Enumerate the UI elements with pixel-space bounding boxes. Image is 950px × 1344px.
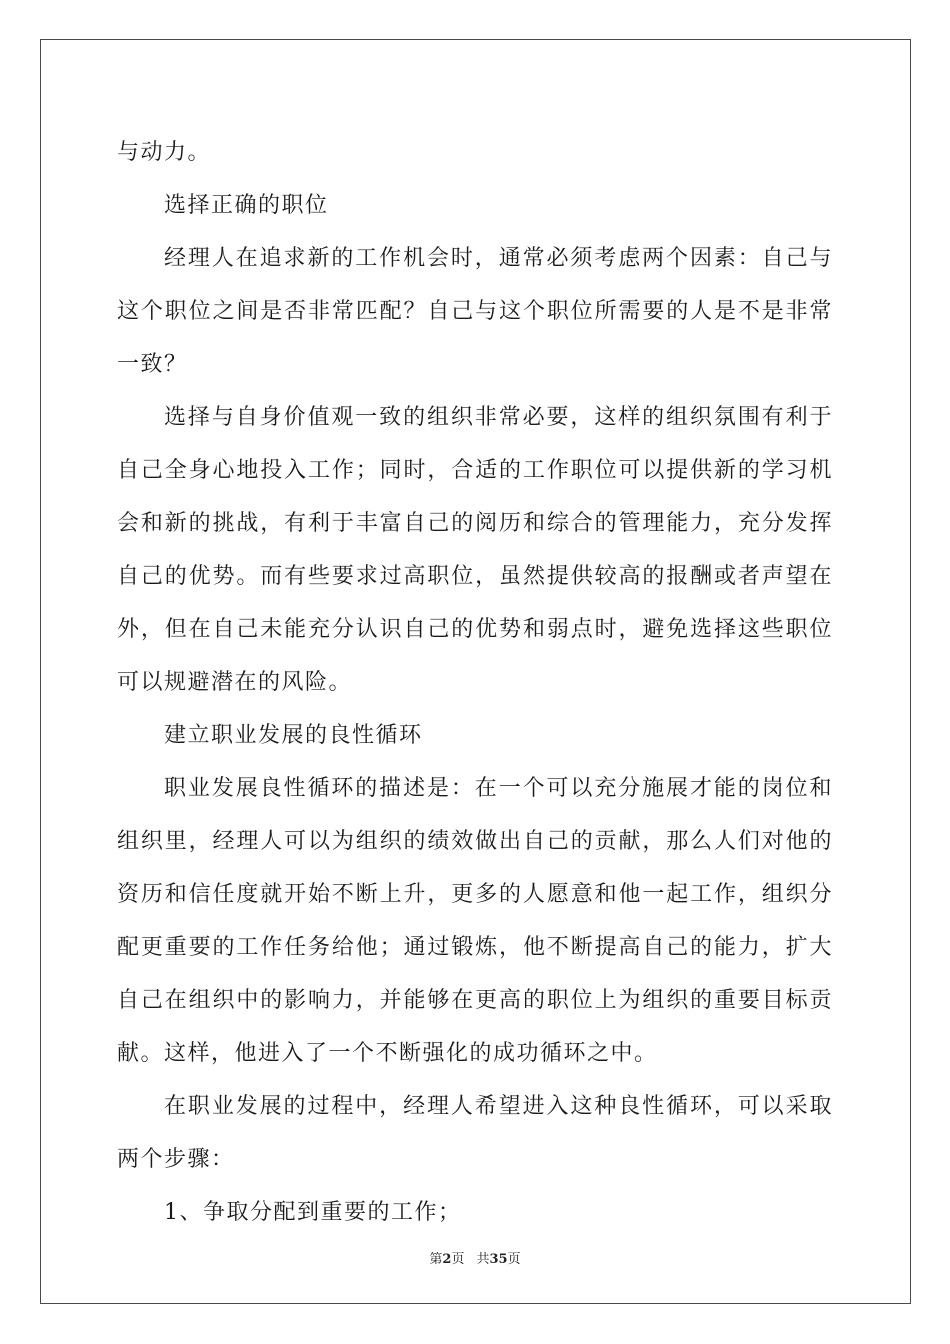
total-suffix: 页 — [507, 1252, 521, 1267]
paragraph: 在职业发展的过程中，经理人希望进入这种良性循环，可以采取两个步骤： — [117, 1094, 833, 1172]
paragraph: 职业发展良性循环的描述是：在一个可以充分施展才能的岗位和组织里，经理人可以为组织的绩效做出自己的贡献，那么人们对他的资历和信任度就开始不断上升，更多的人愿意和他一起工作，组织分配更重要的工作任务给他；通过锻炼，他不断提高自己的能力，扩大自己在组织中的影响力，并能够在更高的职位上为组织的重要目标贡献。这样，他进入了一个不断强化的成功循环之中。 — [117, 776, 833, 1066]
paragraph-continuation: 与动力。 — [117, 140, 212, 165]
section-heading-choose-position: 选择正确的职位 — [164, 193, 329, 218]
page-prefix: 第 — [429, 1252, 443, 1267]
list-item: 1、争取分配到重要的工作； — [164, 1200, 462, 1225]
page-number: 2 — [442, 1252, 452, 1267]
paragraph: 选择与自身价值观一致的组织非常必要，这样的组织氛围有利于自己全身心地投入工作；同时，合适的工作职位可以提供新的学习机会和新的挑战，有利于丰富自己的阅历和综合的管理能力，充分发挥自己的优势。而有些要求过高职位，虽然提供较高的报酬或者声望在外，但在自己未能充分认识自己的优势和弱点时，避免选择这些职位可以规避潜在的风险。 — [117, 405, 833, 695]
paragraph: 经理人在追求新的工作机会时，通常必须考虑两个因素：自己与这个职位之间是否非常匹配？自己与这个职位所需要的人是不是非常一致？ — [117, 246, 833, 377]
document-body — [117, 126, 833, 1239]
section-heading-virtuous-cycle: 建立职业发展的良性循环 — [164, 723, 423, 748]
page-suffix: 页 — [451, 1252, 465, 1267]
total-prefix: 共 — [476, 1252, 490, 1267]
page-footer — [0, 1248, 950, 1267]
total-pages: 35 — [489, 1252, 508, 1267]
